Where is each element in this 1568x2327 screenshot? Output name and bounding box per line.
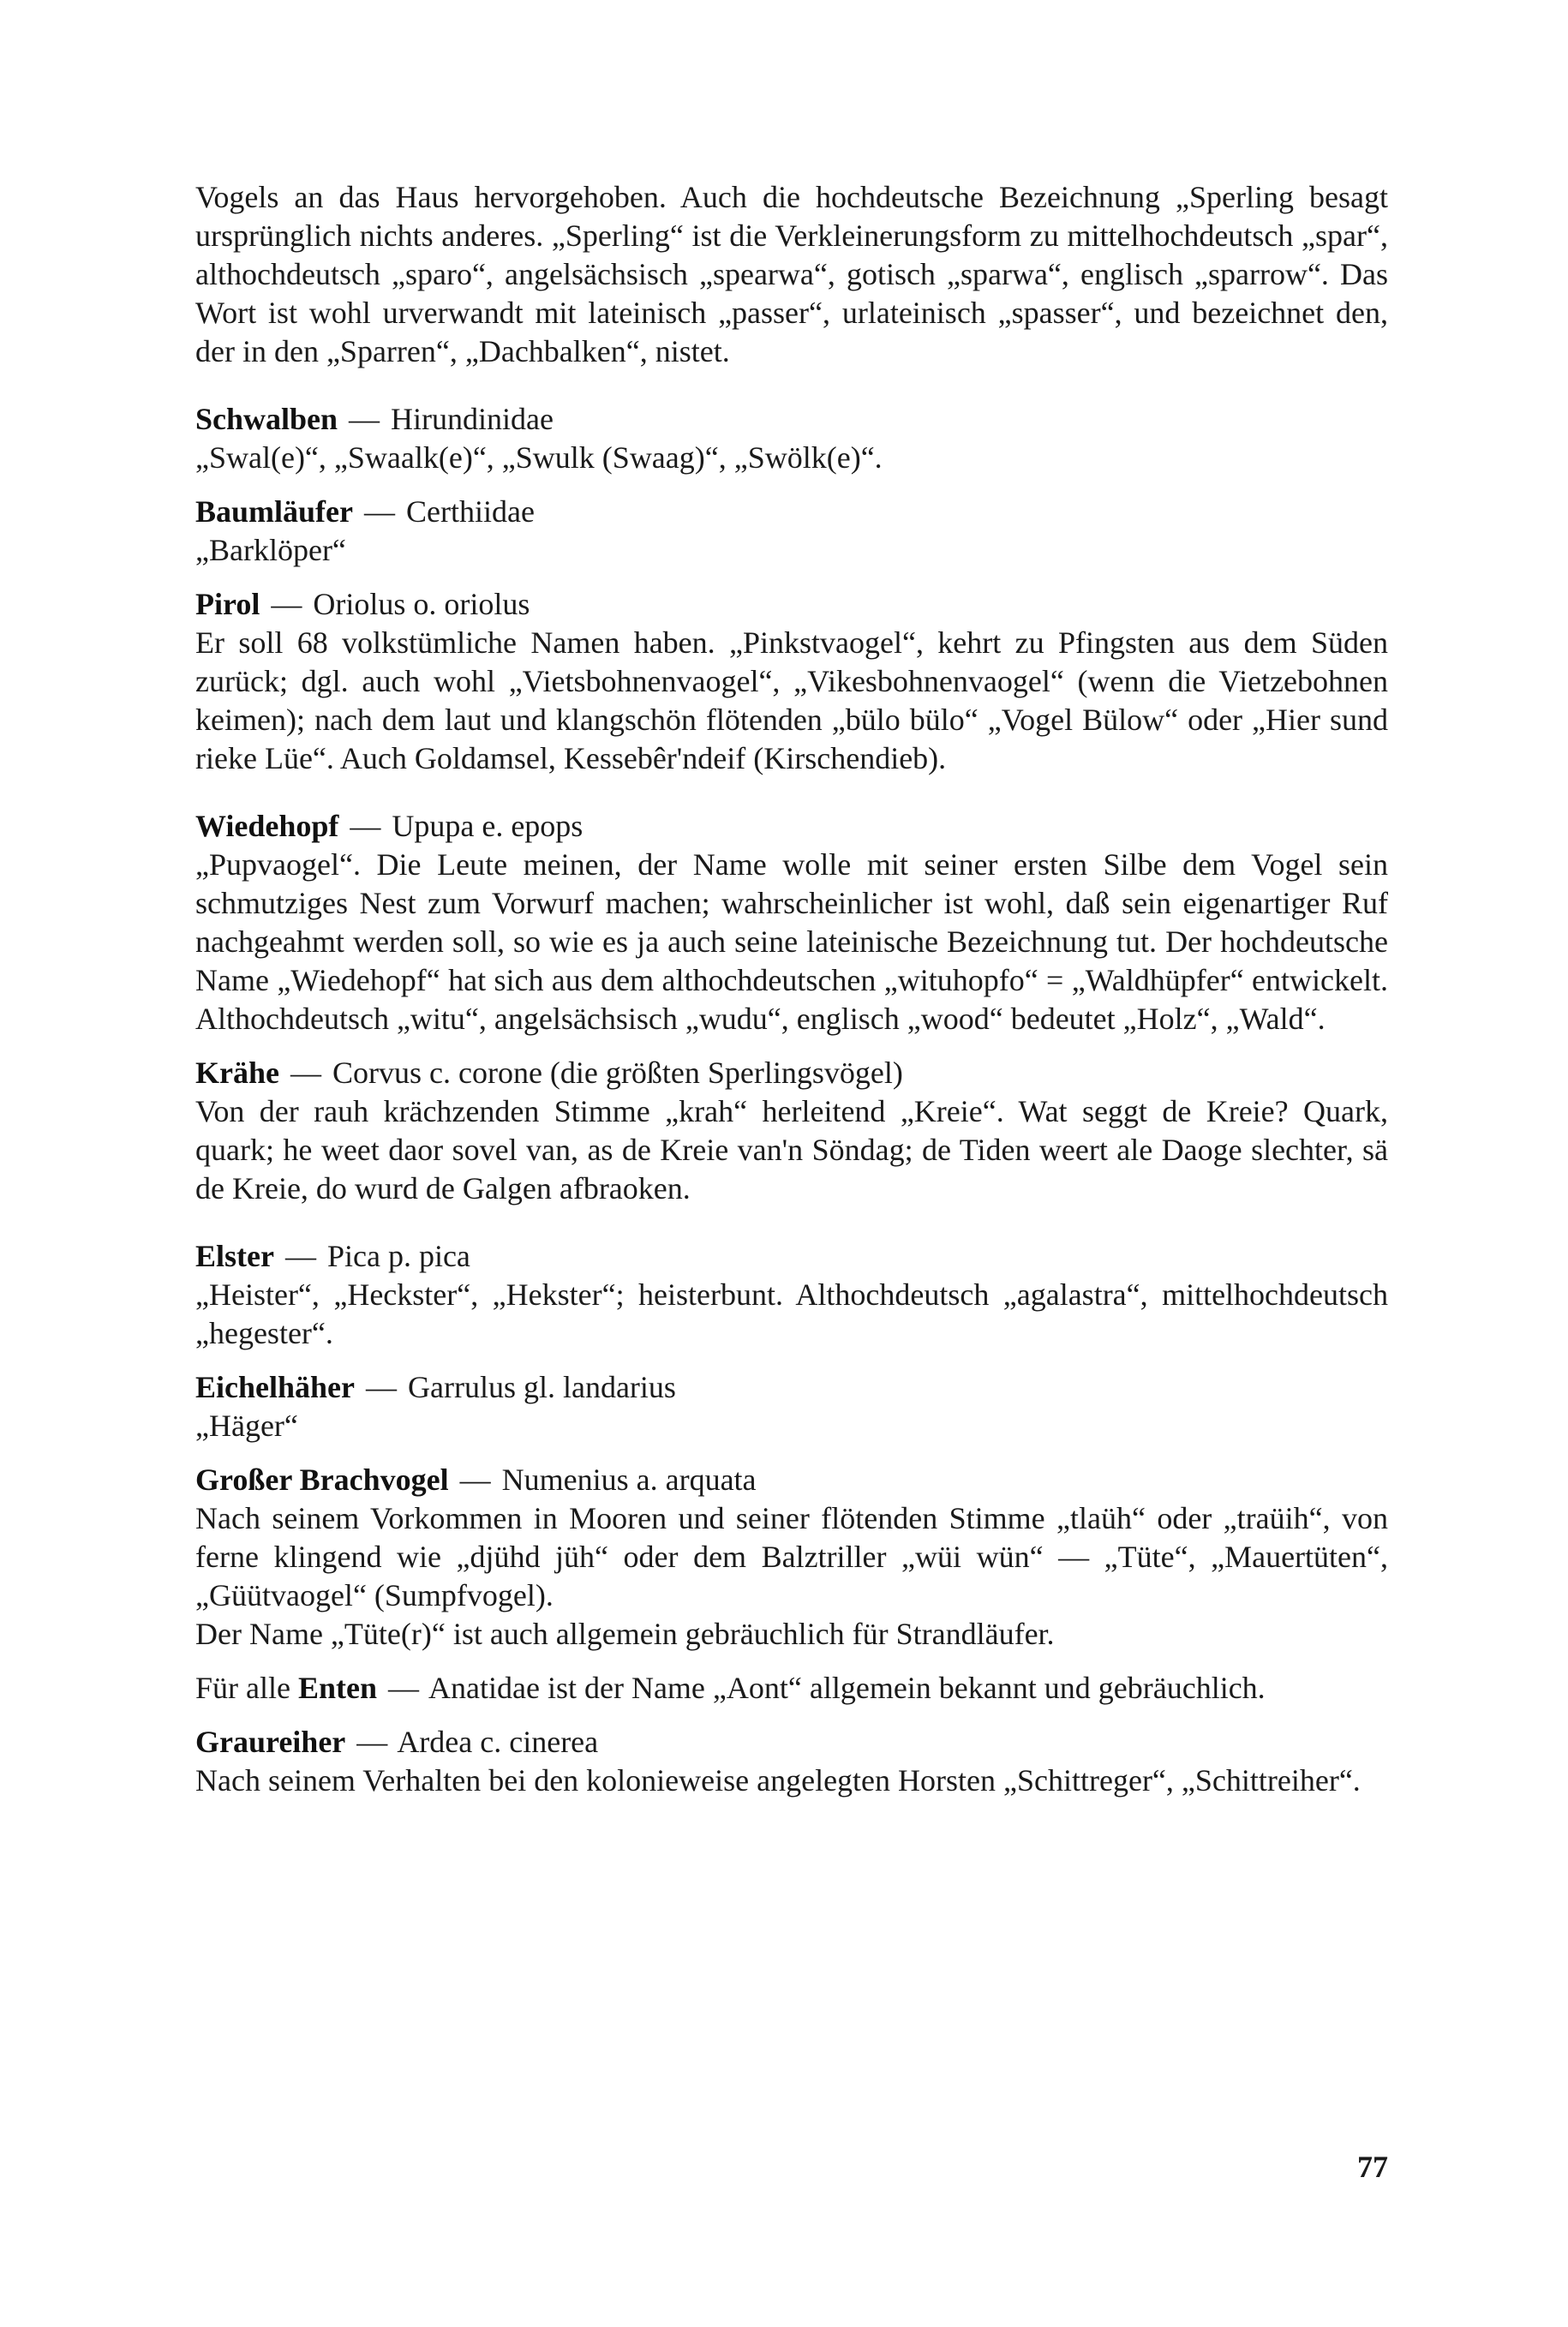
entry-prefix: Für alle <box>195 1671 290 1705</box>
entry-text: Von der rauh krächzenden Stimme „krah“ herleitend „Kreie“. Wat seggt de Kreie? Quark, quark; he weet daor sovel van, as de Kreie van'n Söndag; de Tiden weert ale Daoge slechter, sä de Kreie, do wurd de Galgen afbraoken. <box>195 1094 1388 1205</box>
entry-latin: Pica p. pica <box>326 1239 470 1273</box>
entry-eichelhaeher <box>195 1368 1388 1445</box>
entry-text <box>195 1669 1388 1708</box>
entry-term: Großer Brachvogel <box>195 1463 449 1497</box>
page-body <box>195 178 1388 1800</box>
entry-text: „Häger“ <box>195 1409 298 1443</box>
entry-text: „Barklöper“ <box>195 533 346 567</box>
entry-dash: — <box>350 809 381 843</box>
entry-dash: — <box>364 494 395 529</box>
entry-kraehe <box>195 1054 1388 1208</box>
entry-term: Krähe <box>195 1056 279 1090</box>
entry-dash: — <box>271 587 302 621</box>
entry-dash: — <box>349 402 380 436</box>
entry-extra-text: Der Name „Tüte(r)“ ist auch allgemein gebräuchlich für Strandläufer. <box>195 1617 1055 1651</box>
entry-wiedehopf <box>195 807 1388 1038</box>
page-number: 77 <box>1357 2150 1388 2184</box>
entry-term: Pirol <box>195 587 260 621</box>
entry-text: „Swal(e)“, „Swaalk(e)“, „Swulk (Swaag)“, „Swölk(e)“. <box>195 440 883 475</box>
entry-term: Wiedehopf <box>195 809 339 843</box>
entry-heading <box>195 1723 1388 1762</box>
entry-heading <box>195 1461 1388 1499</box>
entry-heading <box>195 400 1388 439</box>
entry-heading <box>195 1368 1388 1407</box>
entry-heading <box>195 807 1388 846</box>
entry-latin: Certhiidae <box>406 494 535 529</box>
entry-pirol <box>195 585 1388 778</box>
entry-dash: — <box>284 1239 316 1273</box>
entry-heading <box>195 493 1388 531</box>
entry-dash: — <box>459 1463 491 1497</box>
entry-enten <box>195 1669 1388 1708</box>
entry-latin: Oriolus o. oriolus <box>313 587 530 621</box>
entry-text: Nach seinem Verhalten bei den kolonieweise angelegten Horsten „Schittreger“, „Schittreiher“. <box>195 1763 1361 1798</box>
entry-dash: — <box>290 1056 321 1090</box>
entry-graureiher <box>195 1723 1388 1800</box>
entry-dash: — <box>356 1725 388 1759</box>
entry-dash: — <box>388 1671 420 1705</box>
entry-latin: Garrulus gl. landarius <box>408 1370 676 1404</box>
entry-latin: Upupa e. epops <box>392 809 584 843</box>
entry-heading <box>195 1054 1388 1092</box>
entry-grosser-brachvogel <box>195 1461 1388 1654</box>
entry-text: „Pupvaogel“. Die Leute meinen, der Name wolle mit seiner ersten Silbe dem Vogel sein schmutziges Nest zum Vorwurf machen; wahrscheinlicher ist wohl, daß sein eigenartiger Ruf nachgeahmt werden soll, so wie es ja auch seine lateinische Bezeichnung tut. Der hochdeutsche Name „Wiedehopf“ hat sich aus dem althochdeutschen „wituhopfo“ = „Waldhüpfer“ entwickelt. Althochdeutsch „witu“, angelsächsisch „wudu“, englisch „wood“ bedeutet „Holz“, „Wald“. <box>195 847 1388 1036</box>
entry-dash: — <box>366 1370 397 1404</box>
intro-paragraph: Vogels an das Haus hervorgehoben. Auch die hochdeutsche Bezeichnung „Sperling besagt ursprünglich nichts anderes. „Sperling“ ist die Verkleinerungsform zu mittelhochdeutsch „spar“, althochdeutsch „sparo“, angelsächsisch „spearwa“, gotisch „sparwa“, englisch „sparrow“. Das Wort ist wohl urverwandt mit lateinisch „passer“, urlateinisch „spasser“, und bezeichnet den, der in den „Sparren“, „Dachbalken“, nistet. <box>195 180 1388 368</box>
entry-latin: Numenius a. arquata <box>501 1463 757 1497</box>
entry-schwalben <box>195 400 1388 477</box>
entry-term: Schwalben <box>195 402 338 436</box>
entry-latin: Ardea c. cinerea <box>397 1725 599 1759</box>
entry-body: Anatidae ist der Name „Aont“ allgemein bekannt und gebräuchlich. <box>428 1671 1266 1705</box>
entry-term: Enten <box>297 1671 378 1705</box>
entry-term: Elster <box>195 1239 274 1273</box>
entry-term: Eichelhäher <box>195 1370 355 1404</box>
entry-elster <box>195 1237 1388 1353</box>
entry-text: Nach seinem Vorkommen in Mooren und seiner flötenden Stimme „tlaüh“ oder „traüih“, von ferne klingend wie „djühd jüh“ oder dem Balztriller „wüi wün“ — „Tüte“, „Mauertüten“, „Güütvaogel“ (Sumpfvogel). <box>195 1501 1388 1612</box>
entry-latin: Hirundinidae <box>391 402 554 436</box>
entry-latin: Corvus c. corone (die größten Sperlingsvögel) <box>332 1056 903 1090</box>
entry-heading <box>195 1237 1388 1276</box>
entry-text: „Heister“, „Heckster“, „Hekster“; heisterbunt. Althochdeutsch „agalastra“, mittelhochdeutsch „hegester“. <box>195 1277 1388 1350</box>
entry-text: Er soll 68 volkstümliche Namen haben. „Pinkstvaogel“, kehrt zu Pfingsten aus dem Süden zurück; dgl. auch wohl „Vietsbohnenvaogel“, „Vikesbohnenvaogel“ (wenn die Vietzebohnen keimen); nach dem laut und klangschön flötenden „bülo bülo“ „Vogel Bülow“ oder „Hier sund rieke Lüe“. Auch Goldamsel, Kessebêr'ndeif (Kirschendieb). <box>195 625 1388 775</box>
entry-term: Graureiher <box>195 1725 346 1759</box>
entry-baumlaeufer <box>195 493 1388 570</box>
entry-term: Baumläufer <box>195 494 353 529</box>
entry-heading <box>195 585 1388 624</box>
